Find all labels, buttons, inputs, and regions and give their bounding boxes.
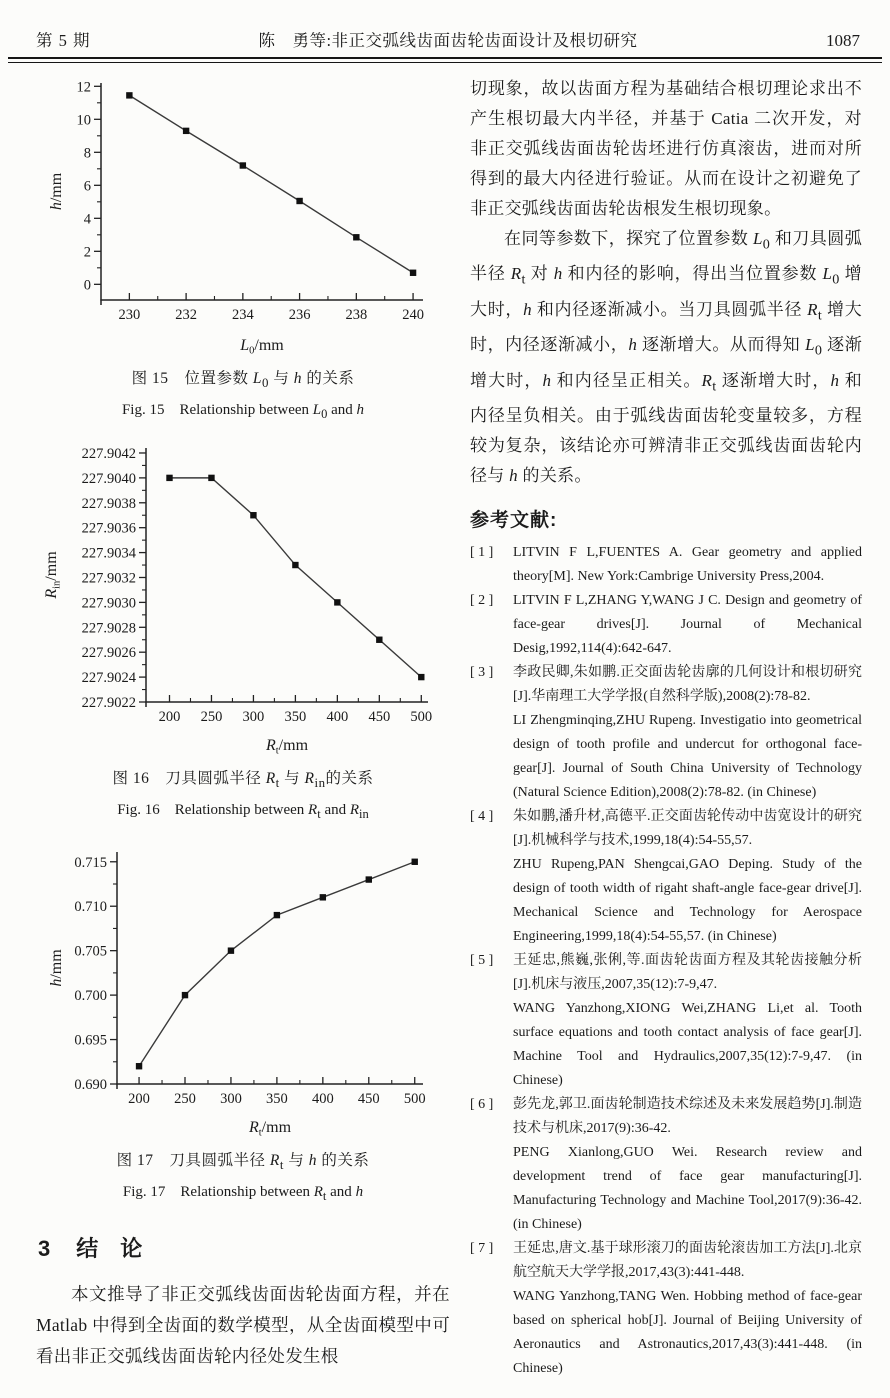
svg-text:227.9022: 227.9022 [81,695,136,712]
references-heading: 参考文献: [470,509,558,531]
reference-text: 李政民卿,朱如鹏.正交面齿轮齿廓的几何设计和根切研究[J].华南理工大学学报(自然科学版),2008(2):78-82. [513,664,862,704]
reference-body [513,589,862,661]
svg-text:400: 400 [326,709,349,726]
fig16-caption [36,766,450,822]
header-divider-rule [8,57,882,63]
reference-item [470,1093,862,1237]
body-paragraph-1: 切现象，故以齿面方程为基础结合根切理论求出不产生根切最大内半径，并基于 Catia 二次开发，对非正交弧线齿面齿轮齿坯进行仿真滚齿，进而对所得到的最大内径进行验证。从而在设计之初避免了非正交弧线齿面齿轮齿根发生根切现象。 [470,79,862,218]
fig15-caption-en: Fig. 15 Relationship between $L_0$ and h [121,402,365,422]
reference-text: LI Zhengminqing,ZHU Rupeng. Investigatio into geometrical design of tooth profile and undercut for orthogonal face-gear[J]. Journal of South China University of Technology (Natural Science Edition),2008(2):78-82. (in Chinese) [513,712,862,800]
reference-label: [ 2 ] [470,592,494,608]
svg-text:227.9024: 227.9024 [81,670,136,687]
svg-text:450: 450 [368,709,391,726]
references-list [470,541,862,1381]
reference-item [470,805,862,949]
reference-text: 王延忠,熊巍,张俐,等.面齿轮齿面方程及其轮齿接触分析[J].机床与液压,2007,35(12):7-9,47. [513,952,862,992]
svg-text:227.9040: 227.9040 [81,470,136,487]
svg-text:Rt/mm: $R_t/mm$ [265,737,309,757]
header-page-number: 1087 [826,31,860,50]
svg-text:0.710: 0.710 [74,899,107,916]
section-number: 3 [38,1236,51,1262]
svg-text:227.9036: 227.9036 [81,520,136,537]
svg-text:238: 238 [345,307,368,323]
reference-body [513,541,862,589]
conclusion-section-heading [38,1232,450,1263]
fig17-line-chart [47,842,439,1142]
conclusion-paragraph: 本文推导了非正交弧线齿面齿轮齿面方程，并在 Matlab 中得到全齿面的数学模型，从全齿面模型中可看出非正交弧线齿面齿轮内径处发生根 [36,1284,450,1367]
svg-text:400: 400 [311,1091,334,1108]
page-header [36,27,860,51]
svg-text:2: 2 [83,244,91,261]
svg-text:0.715: 0.715 [74,854,107,871]
reference-text: LITVIN F L,FUENTES A. Gear geometry and applied theory[M]. New York:Cambrige University Press,2004. [513,544,862,584]
svg-text:12: 12 [76,79,91,96]
reference-item [470,541,862,589]
svg-text:227.9026: 227.9026 [81,645,136,662]
reference-label: [ 4 ] [470,808,494,824]
svg-text:227.9028: 227.9028 [81,620,136,637]
svg-text:350: 350 [266,1091,288,1108]
svg-text:300: 300 [220,1091,242,1108]
section-title: 结 论 [76,1236,143,1262]
reference-body [513,1093,862,1237]
figure-16 [36,438,450,822]
svg-text:230: 230 [118,307,141,323]
content-columns [36,74,862,1381]
svg-text:L0/mm: $L_0/mm$ [240,337,284,357]
left-column [36,74,450,1381]
svg-text:200: 200 [158,709,181,726]
body-paragraph-2: 在同等参数下，探究了位置参数 $L_0$ 和刀具圆弧半径 $R_t$ 对 h 和内径的影响，得出当位置参数 $L_0$ 增大时，h 和内径逐渐减小。当刀具圆弧半径 $R_t$ 增大时，内径逐渐减小，h 逐渐增大。从而得知 $L_0$ 逐渐增大时，h 和内径呈正相关。$R_t$ 逐渐增大时，h 和内径呈负相关。由于弧线齿面齿轮变量较多，方程较为复杂，该结论亦可辨清非正交弧线齿面齿轮内径与 h 的关系。 [470,229,862,485]
fig17-caption-cn: 图 17 刀具圆弧半径 $R_t$ 与 h 的关系 [116,1152,370,1173]
svg-text:0.695: 0.695 [74,1032,107,1049]
reference-text: 朱如鹏,潘升材,高德平.正交面齿轮传动中齿宽设计的研究[J].机械科学与技术,1999,18(4):54-55,57. [513,808,862,848]
figure-17 [36,842,450,1204]
reference-body [513,805,862,949]
reference-item [470,1237,862,1381]
svg-text:234: 234 [231,307,254,323]
reference-label: [ 1 ] [470,544,494,560]
reference-text: WANG Yanzhong,XIONG Wei,ZHANG Li,et al. Tooth surface equations and tooth contact analysis of face gear[J]. Machine Tool and Hydraulics,2007,35(12):7-9,47. (in Chinese) [513,1000,862,1088]
svg-text:8: 8 [83,145,91,162]
reference-text: WANG Yanzhong,TANG Wen. Hobbing method of face-gear based on spherical hob[J]. Journal of Beijing University of Aeronautics and Astronautics,2017,43(3):441-448. (in Chinese) [513,1288,862,1376]
svg-text:500: 500 [403,1091,426,1108]
header-issue: 第 5 期 [36,31,91,50]
fig17-caption [36,1148,450,1204]
reference-body [513,661,862,805]
reference-body [513,949,862,1093]
svg-text:0.705: 0.705 [74,943,107,960]
reference-label: [ 5 ] [470,952,494,968]
reference-item [470,661,862,805]
reference-label: [ 3 ] [470,664,494,680]
reference-text: ZHU Rupeng,PAN Shengcai,GAO Deping. Study of the design of tooth width of rigaht shaft-angle face-gear drive[J]. Mechanical Science and Technology for Aerospace Engineering,1999,18(4):54-55,57. (in Chinese) [513,856,862,944]
svg-text:236: 236 [288,307,311,323]
svg-text:227.9030: 227.9030 [81,595,136,612]
svg-text:h/mm: h/mm [48,172,65,211]
svg-text:500: 500 [410,709,433,726]
fig17-caption-en: Fig. 17 Relationship between $R_t$ and h [122,1184,364,1204]
svg-text:Rt/mm: $R_t/mm$ [248,1119,292,1139]
header-running-title: 陈 勇等:非正交弧线齿面齿轮齿面设计及根切研究 [258,31,638,50]
svg-text:350: 350 [284,709,307,726]
svg-text:6: 6 [83,178,91,195]
svg-text:450: 450 [357,1091,380,1108]
fig16-caption-cn: 图 16 刀具圆弧半径 $R_t$ 与 $R_{in}$的关系 [112,770,374,791]
svg-text:10: 10 [76,112,91,129]
reference-text: LITVIN F L,ZHANG Y,WANG J C. Design and geometry of face-gear drives[J]. Journal of Mechanical Desig,1992,114(4):642-647. [513,592,862,656]
svg-text:250: 250 [200,709,223,726]
svg-text:227.9042: 227.9042 [81,446,136,463]
reference-text: PENG Xianlong,GUO Wei. Research review and development trend of face gear manufacturing[J]. Manufacturing Technology and Machine Tool,2017(9):36-42. (in Chinese) [513,1144,862,1232]
reference-body [513,1237,862,1381]
svg-text:250: 250 [174,1091,196,1108]
fig15-caption-cn: 图 15 位置参数 $L_0$ 与 h 的关系 [131,370,355,391]
reference-label: [ 7 ] [470,1240,494,1256]
figure-15 [36,74,450,422]
fig16-line-chart [42,438,444,760]
svg-text:240: 240 [402,307,424,323]
fig16-caption-en: Fig. 16 Relationship between $R_t$ and $R_{in}$ [117,802,369,822]
svg-text:0.700: 0.700 [74,988,107,1005]
fig15-caption [36,366,450,422]
reference-text: 彭先龙,郭卫.面齿轮制造技术综述及未来发展趋势[J].制造技术与机床,2017(9):36-42. [513,1096,862,1136]
right-column [470,74,862,1381]
svg-text:0: 0 [83,277,91,294]
svg-text:300: 300 [242,709,265,726]
svg-text:0.690: 0.690 [74,1077,107,1094]
reference-item [470,949,862,1093]
svg-text:227.9038: 227.9038 [81,495,136,512]
fig15-line-chart [47,74,439,360]
svg-text:200: 200 [128,1091,150,1108]
svg-text:227.9034: 227.9034 [81,545,136,562]
svg-text:h/mm: h/mm [48,949,65,987]
reference-item [470,589,862,661]
reference-label: [ 6 ] [470,1096,494,1112]
reference-text: 王延忠,唐文.基于球形滚刀的面齿轮滚齿加工方法[J].北京航空航天大学学报,2017,43(3):441-448. [513,1240,862,1280]
svg-text:4: 4 [83,211,91,228]
svg-text:232: 232 [175,307,197,323]
svg-text:227.9032: 227.9032 [81,570,136,587]
svg-text:Rin/mm: $R_{in}/mm$ [43,551,63,599]
